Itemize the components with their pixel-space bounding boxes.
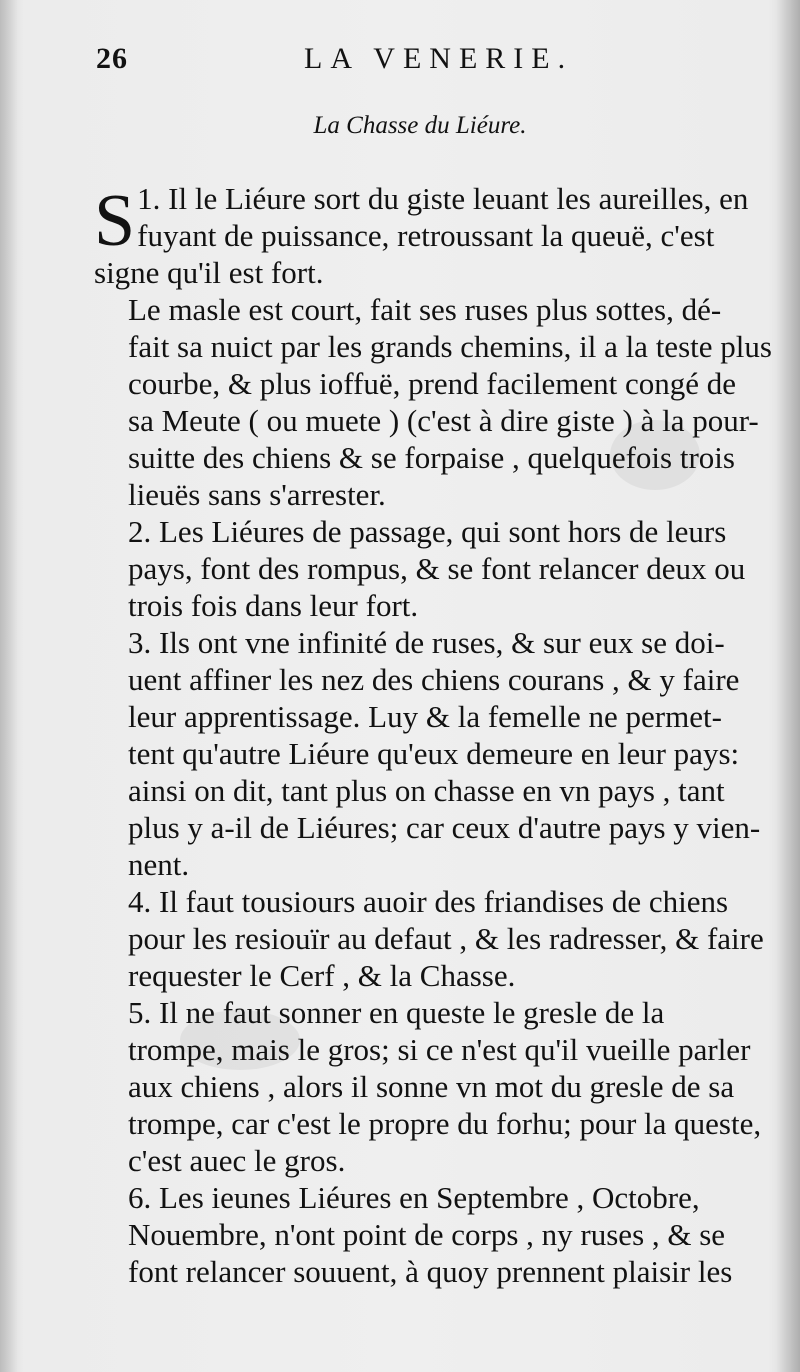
text-line: c'est auec le gros. — [128, 1143, 346, 1178]
paragraph-number: 2. — [128, 514, 152, 549]
text-line: Nouembre, n'ont point de corps , ny ruses , & se — [128, 1217, 726, 1252]
section-title: La Chasse du Liéure. — [313, 112, 527, 139]
paragraph-number: 3. — [128, 625, 152, 660]
text-line-content: Il le Liéure sort du giste leuant les aureilles, en — [168, 181, 749, 216]
paragraph-1 — [94, 180, 774, 291]
text-line — [94, 994, 774, 1031]
text-line — [94, 883, 774, 920]
drop-cap: S — [94, 180, 136, 262]
text-line: aux chiens , alors il sonne vn mot du gresle de sa — [128, 1069, 735, 1104]
text-line: pour les resiouïr au defaut , & les radresser, & faire — [128, 921, 764, 956]
text-line-content: Les Liéures de passage, qui sont hors de leurs — [159, 514, 727, 549]
text-line — [94, 513, 774, 550]
paragraph-5 — [94, 994, 774, 1179]
text-line: trompe, mais le gros; si ce n'est qu'il vueille parler — [128, 1032, 751, 1067]
paragraph-number: 5. — [128, 995, 152, 1030]
paragraph-3 — [94, 624, 774, 883]
text-line — [94, 624, 774, 661]
text-line: requester le Cerf , & la Chasse. — [128, 958, 516, 993]
text-line: suitte des chiens & se forpaise , quelquefois trois — [128, 440, 735, 475]
text-line: sa Meute ( ou muete ) (c'est à dire giste ) à la pour- — [128, 403, 759, 438]
paragraph-number: 6. — [128, 1180, 152, 1215]
text-line: fuyant de puissance, retroussant la queuë, c'est — [137, 218, 715, 253]
text-line-content: Les ieunes Liéures en Septembre , Octobre, — [159, 1180, 700, 1215]
page-header — [0, 34, 800, 84]
text-line: plus y a-il de Liéures; car ceux d'autre pays y vien- — [128, 810, 761, 845]
text-line-content: Il ne faut sonner en queste le gresle de la — [159, 995, 665, 1030]
paragraph-1b — [94, 291, 774, 513]
text-line: leur apprentissage. Luy & la femelle ne permet- — [128, 699, 722, 734]
text-line: lieuës sans s'arrester. — [128, 477, 386, 512]
paragraph-number: 4. — [128, 884, 152, 919]
text-line: nent. — [128, 847, 190, 882]
text-line: pays, font des rompus, & se font relancer deux ou — [128, 551, 746, 586]
page-edge-shadow-right — [776, 0, 800, 1372]
text-line: trois fois dans leur fort. — [128, 588, 419, 623]
paragraph-4 — [94, 883, 774, 994]
running-title: LA VENERIE. — [304, 42, 574, 75]
paragraph-number: 1. — [137, 181, 161, 216]
text-line: signe qu'il est fort. — [94, 255, 324, 290]
text-body — [94, 180, 774, 1290]
text-line-content: Il faut tousiours auoir des friandises de chiens — [159, 884, 729, 919]
text-line: tent qu'autre Liéure qu'eux demeure en leur pays: — [128, 736, 740, 771]
text-line — [94, 1179, 774, 1216]
text-line: uent affiner les nez des chiens courans , & y faire — [128, 662, 740, 697]
page-edge-shadow-left — [0, 0, 18, 1372]
paragraph-2 — [94, 513, 774, 624]
text-line-content: Ils ont vne infinité de ruses, & sur eux se doi- — [159, 625, 725, 660]
text-line: Le masle est court, fait ses ruses plus sottes, dé- — [128, 292, 722, 327]
text-line: fait sa nuict par les grands chemins, il a la teste plus — [128, 329, 772, 364]
text-line: trompe, car c'est le propre du forhu; pour la queste, — [128, 1106, 762, 1141]
text-line: ainsi on dit, tant plus on chasse en vn pays , tant — [128, 773, 725, 808]
text-line: font relancer souuent, à quoy prennent plaisir les — [128, 1254, 733, 1289]
text-line: courbe, & plus ioffuë, prend facilement congé de — [128, 366, 737, 401]
page-number: 26 — [96, 42, 128, 75]
paragraph-6 — [94, 1179, 774, 1290]
